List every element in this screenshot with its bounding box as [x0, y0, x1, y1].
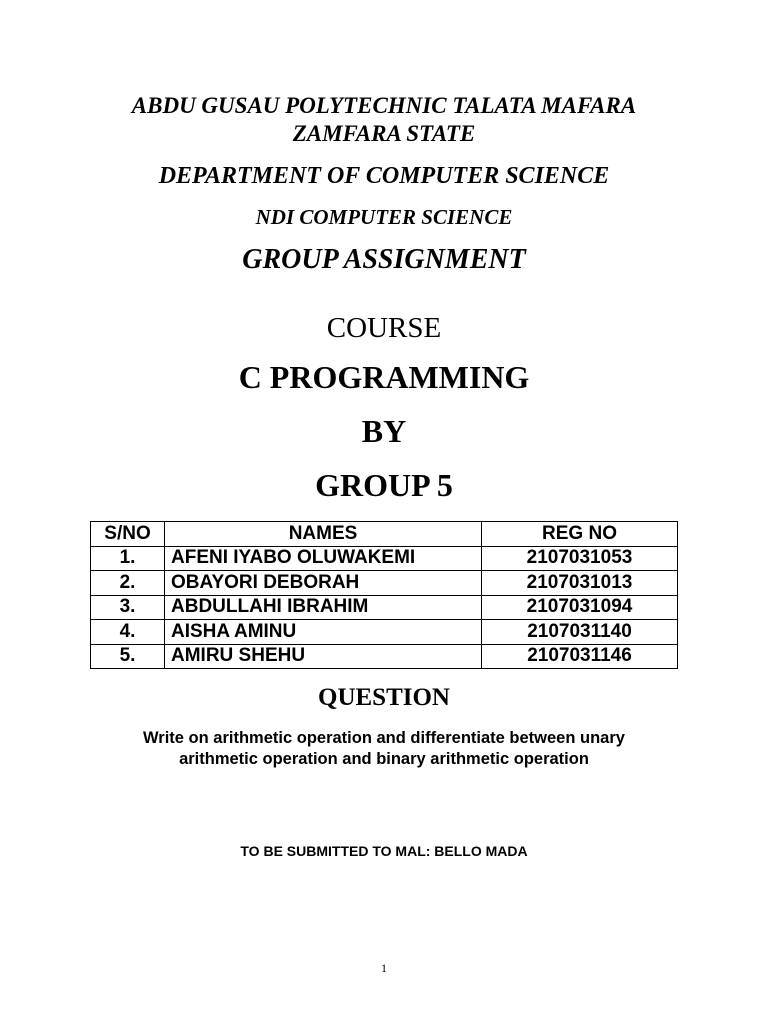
cell-sno: 5.	[91, 644, 165, 669]
page-number: 1	[381, 961, 387, 975]
members-table	[90, 521, 678, 669]
cell-name: AMIRU SHEHU	[165, 644, 482, 669]
question-text	[0, 728, 768, 770]
cell-name: AISHA AMINU	[165, 620, 482, 645]
cell-reg-no: 2107031094	[482, 595, 678, 620]
table-row	[91, 620, 678, 645]
question-text-line2: arithmetic operation and binary arithmetic operation	[179, 750, 589, 768]
course-label: COURSE	[326, 312, 442, 344]
group-title: GROUP 5	[315, 467, 453, 503]
question-text-line1: Write on arithmetic operation and differentiate between unary	[143, 729, 625, 747]
cell-sno: 2.	[91, 571, 165, 596]
cell-sno: 4.	[91, 620, 165, 645]
cell-name: AFENI IYABO OLUWAKEMI	[165, 546, 482, 571]
cell-name: ABDULLAHI IBRAHIM	[165, 595, 482, 620]
institution-name-line1: ABDU GUSAU POLYTECHNIC TALATA MAFARA	[131, 93, 637, 118]
cell-reg-no: 2107031146	[482, 644, 678, 669]
cell-reg-no: 2107031013	[482, 571, 678, 596]
program-title: NDI COMPUTER SCIENCE	[255, 205, 513, 229]
assignment-title: GROUP ASSIGNMENT	[242, 244, 526, 275]
column-header-names: NAMES	[165, 522, 482, 547]
column-header-reg-no: REG NO	[482, 522, 678, 547]
submission-note: TO BE SUBMITTED TO MAL: BELLO MADA	[240, 843, 528, 859]
column-header-sno: S/NO	[91, 522, 165, 547]
table-row	[91, 571, 678, 596]
cell-name: OBAYORI DEBORAH	[165, 571, 482, 596]
by-label: BY	[361, 413, 407, 449]
cell-reg-no: 2107031140	[482, 620, 678, 645]
table-row	[91, 595, 678, 620]
table-header-row	[91, 522, 678, 547]
cell-reg-no: 2107031053	[482, 546, 678, 571]
table-row	[91, 546, 678, 571]
institution-name-line2: ZAMFARA STATE	[292, 121, 476, 146]
cell-sno: 3.	[91, 595, 165, 620]
course-title: C PROGRAMMING	[238, 359, 530, 395]
table-row	[91, 644, 678, 669]
department-title: DEPARTMENT OF COMPUTER SCIENCE	[158, 163, 610, 189]
cell-sno: 1.	[91, 546, 165, 571]
question-heading: QUESTION	[318, 684, 450, 711]
